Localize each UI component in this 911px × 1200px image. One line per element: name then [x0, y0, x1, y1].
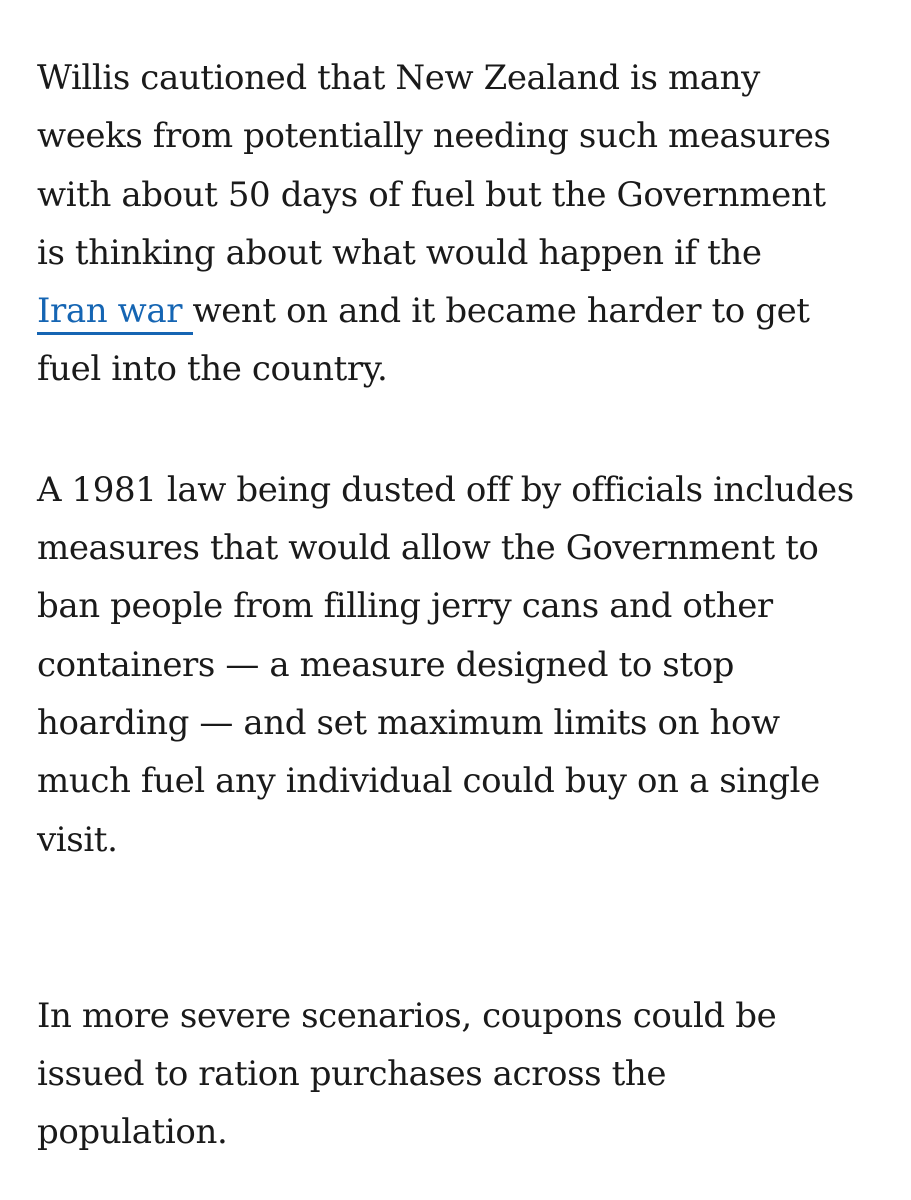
- paragraph-3: [37, 987, 897, 1162]
- text-line: containers — a measure designed to stop: [37, 644, 735, 685]
- text-line: In more severe scenarios, coupons could be: [37, 995, 777, 1036]
- text-line: Willis cautioned that New Zealand is many: [37, 58, 760, 98]
- text-line: with about 50 days of fuel but the Government: [37, 174, 826, 215]
- text-line: visit.: [37, 819, 118, 860]
- text-line-with-link: [37, 282, 897, 340]
- paragraph-2: [37, 461, 897, 869]
- text-line: measures that would allow the Government to: [37, 528, 819, 569]
- text-line: population.: [37, 1112, 228, 1153]
- text-line: issued to ration purchases across the: [37, 1054, 667, 1095]
- text-after-link: went on and it became harder to get: [192, 291, 810, 332]
- text-line: much fuel any individual could buy on a single: [37, 761, 820, 802]
- iran-war-link[interactable]: Iran war: [37, 291, 193, 335]
- text-line: hoarding — and set maximum limits on how: [37, 702, 780, 743]
- text-line: weeks from potentially needing such measures: [37, 116, 831, 157]
- text-line: A 1981 law being dusted off by officials includes: [37, 469, 854, 510]
- paragraph-1: [37, 49, 897, 399]
- article-body: [37, 49, 897, 1162]
- text-line: is thinking about what would happen if the: [37, 232, 762, 273]
- text-line: ban people from filling jerry cans and other: [37, 586, 773, 627]
- text-line: fuel into the country.: [37, 349, 388, 390]
- paragraph-spacing: [37, 399, 897, 461]
- paragraph-spacing: [37, 869, 897, 987]
